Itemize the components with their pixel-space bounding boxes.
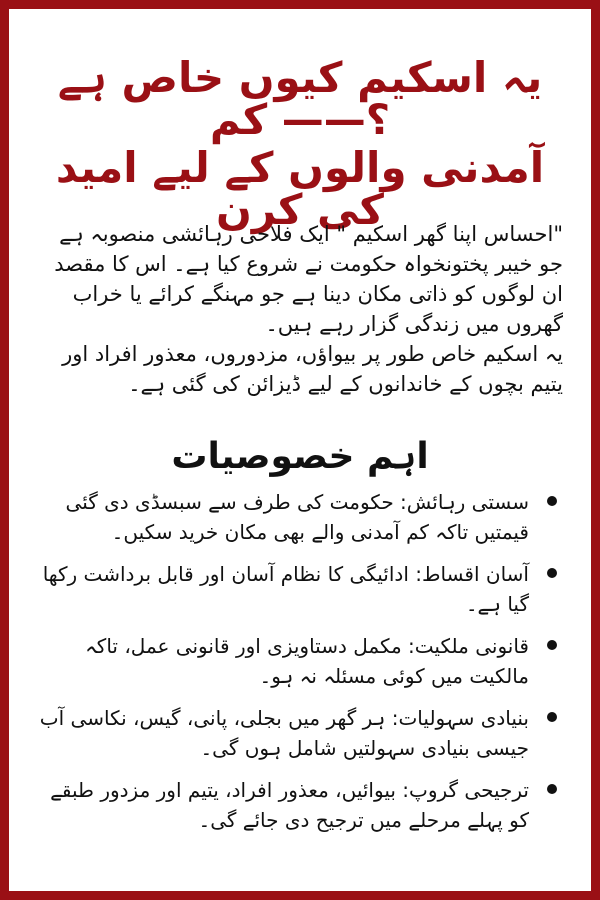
- feature-item: [29, 559, 569, 619]
- title-line-2: آمدنی والوں کے لیے امید کی کرن: [55, 143, 545, 234]
- bullet-icon: [547, 496, 557, 506]
- feature-text: بنیادی سہولیات: ہر گھر میں بجلی، پانی، گیس، نکاسی آب جیسی بنیادی سہولتیں شامل ہوں گی۔: [39, 706, 529, 760]
- bullet-icon: [547, 568, 557, 578]
- feature-text: آسان اقساط: ادائیگی کا نظام آسان اور قابل برداشت رکھا گیا ہے۔: [42, 562, 529, 616]
- title-line-1: یہ اسکیم کیوں خاص ہے ؟—— کم: [57, 53, 543, 144]
- feature-text: ترجیحی گروپ: بیوائیں، معذور افراد، یتیم اور مزدور طبقے کو پہلے مرحلے میں ترجیح دی جائے گی۔: [50, 778, 529, 832]
- feature-item: [29, 631, 569, 691]
- bullet-icon: [547, 784, 557, 794]
- bullet-icon: [547, 640, 557, 650]
- feature-text: قانونی ملکیت: مکمل دستاویزی اور قانونی عمل، تاکہ مالکیت میں کوئی مسئلہ نہ ہو۔: [85, 634, 529, 688]
- intro-paragraph-2: یہ اسکیم خاص طور پر بیواؤں، مزدوروں، معذور افراد اور یتیم بچوں کے خاندانوں کے لیے ڈیزائن کی گئی ہے۔: [62, 342, 563, 396]
- feature-item: [29, 703, 569, 763]
- intro-paragraph-1: "احساس اپنا گھر اسکیم " ایک فلاحی رہائشی منصوبہ ہے جو خیبر پختونخواہ حکومت نے شروع کیا ہے۔ اس کا مقصد ان لوگوں کو ذاتی مکان دینا ہے جو مہنگے کرائے یا خراب گھروں میں زندگی گزار رہے ہیں۔: [54, 222, 563, 336]
- feature-item: [29, 487, 569, 547]
- features-heading: اہم خصوصیات: [171, 436, 429, 477]
- feature-item: [29, 775, 569, 835]
- feature-text: سستی رہائش: حکومت کی طرف سے سبسڈی دی گئی قیمتیں تاکہ کم آمدنی والے بھی مکان خرید سکیں۔: [65, 490, 529, 544]
- bullet-icon: [547, 712, 557, 722]
- features-list: [29, 487, 569, 847]
